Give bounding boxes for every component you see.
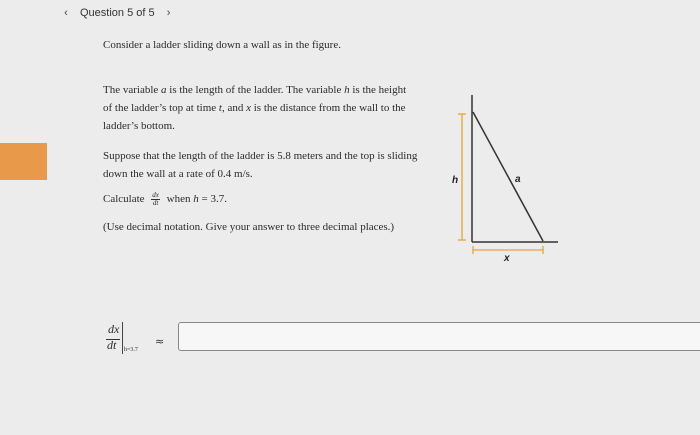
answer-input[interactable] bbox=[178, 322, 700, 351]
label-h: h bbox=[452, 175, 459, 186]
ladder-line bbox=[473, 112, 543, 241]
question-nav bbox=[58, 5, 177, 21]
question-given-paragraph: Suppose that the length of the ladder is 5.8 meters and the top is sliding down the wall at a rate of 0.4 m/s. bbox=[103, 150, 418, 180]
label-x: x bbox=[504, 253, 510, 264]
question-intro: Consider a ladder sliding down a wall as in the figure. bbox=[103, 39, 341, 51]
derivative-label: dx dt h=3.7 bbox=[107, 322, 138, 353]
question-instructions: (Use decimal notation. Give your answer to three decimal places.) bbox=[103, 221, 395, 233]
current-question-marker bbox=[0, 143, 47, 180]
question-variables-paragraph: The variable a is the length of the ladder. The variable h is the height of the ladder’s top at time t, and x is the distance from the wall to the ladder’s bottom. bbox=[103, 84, 407, 132]
prev-question-button[interactable]: ‹ bbox=[64, 7, 68, 19]
next-question-button[interactable]: › bbox=[166, 7, 171, 19]
question-counter: Question 5 of 5 bbox=[80, 7, 155, 19]
dx-dt-fraction: $\frac{dx}{dt}$ bbox=[152, 190, 159, 207]
height-bracket bbox=[458, 114, 466, 240]
question-calculate-line: Calculate $\frac{dx}{dt}$ when h = 3.7. bbox=[103, 190, 227, 207]
approx-symbol: ≈ bbox=[155, 335, 165, 348]
answer-row bbox=[100, 318, 700, 363]
ladder-figure bbox=[440, 90, 580, 270]
label-a: a bbox=[515, 174, 521, 185]
